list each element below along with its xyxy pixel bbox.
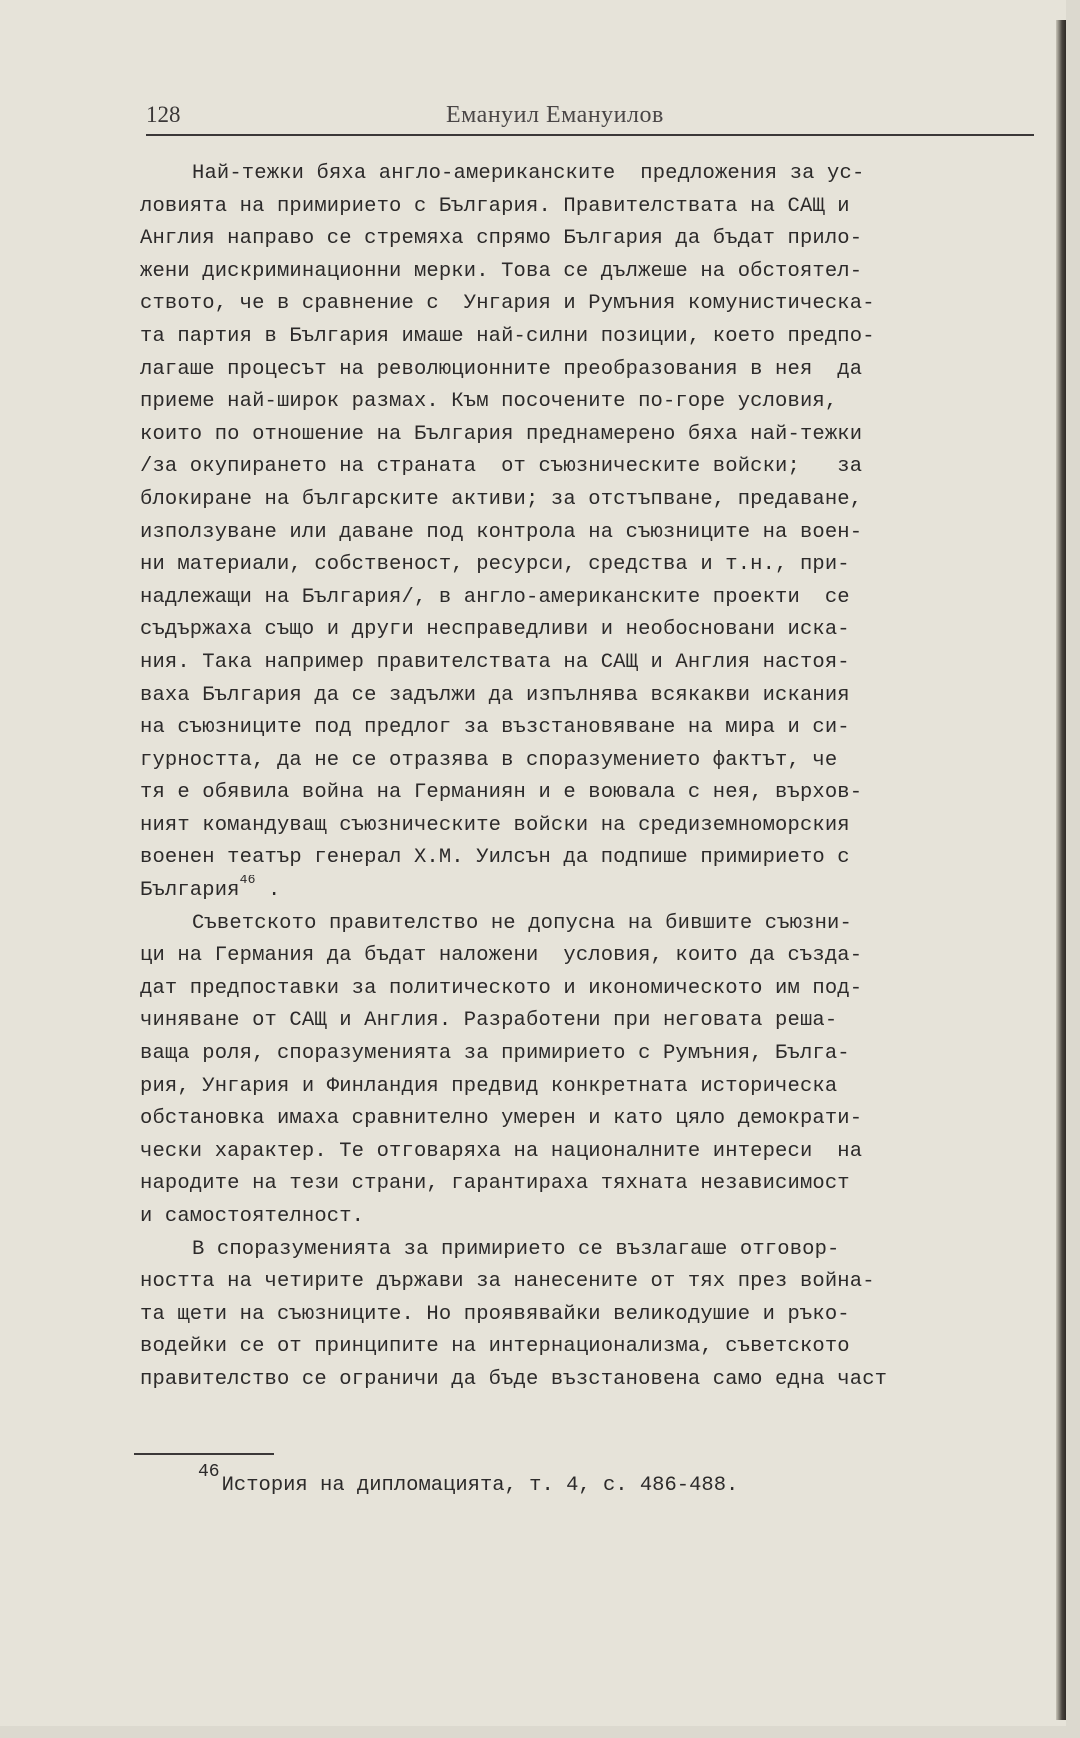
text-line: ваха България да се задължи да изпълнява всякакви искания bbox=[140, 683, 850, 707]
text-line: ци на Германия да бъдат наложени условия, които да създа- bbox=[140, 944, 863, 968]
text-line: тя е обявила война на Германиян и е воювала с нея, върхов- bbox=[140, 781, 863, 805]
text-line: дат предпоставки за политическото и икономическото им под- bbox=[140, 976, 863, 1000]
text-line: чиняване от САЩ и Англия. Разработени при неговата реша- bbox=[140, 1009, 838, 1033]
text-line: на съюзниците под предлог за възстановяване на мира и си- bbox=[140, 716, 850, 740]
text-line: които по отношение на България преднамерено бяха най-тежки bbox=[140, 422, 863, 446]
text-line: ни материали, собственост, ресурси, средства и т.н., при- bbox=[140, 553, 850, 577]
text-line-with-footnote bbox=[140, 875, 1040, 908]
text-line: Най-тежки бяха англо-американските предложения за ус- bbox=[192, 162, 865, 185]
page-number: 128 bbox=[146, 102, 181, 127]
page-header bbox=[146, 98, 1034, 136]
footnote bbox=[198, 1462, 739, 1502]
text-line: ловията на примирието с България. Правителствата на САЩ и bbox=[140, 194, 850, 218]
text-line: лагаше процесът на революционните преобразования в нея да bbox=[140, 357, 863, 381]
text-line: В споразуменията за примирието се възлагаше отговор- bbox=[192, 1237, 840, 1261]
text-line: рия, Унгария и Финландия предвид конкретната историческа bbox=[140, 1074, 838, 1098]
text-line: приеме най-широк размах. Към посочените по-горе условия, bbox=[140, 390, 838, 414]
text-line: водейки се от принципите на интернационализма, съветското bbox=[140, 1335, 850, 1359]
text-line: жени дискриминационни мерки. Това се дължеше на обстоятел- bbox=[140, 259, 863, 283]
text-line: Англия направо се стремяха спрямо България да бъдат прило- bbox=[140, 227, 863, 251]
text-line: та партия в България имаше най-силни позиции, което предпо- bbox=[140, 324, 875, 348]
footnote-reference[interactable]: 46 bbox=[239, 875, 256, 888]
text-fragment: България bbox=[140, 879, 240, 903]
footnote-number: 46 bbox=[198, 1462, 220, 1482]
text-line: ния. Така например правителствата на САЩ и Англия настоя- bbox=[140, 650, 850, 674]
text-line: и самостоятелност. bbox=[140, 1205, 365, 1228]
footnote-separator bbox=[134, 1453, 274, 1455]
text-line: ваща роля, споразуменията за примирието с Румъния, Бълга- bbox=[140, 1042, 850, 1066]
text-line: /за окупирането на страната от съюзническите войски; за bbox=[140, 455, 863, 479]
text-line: народите на тези страни, гарантираха тяхната независимост bbox=[140, 1172, 850, 1196]
text-line: ството, че в сравнение с Унгария и Румъния комунистическа- bbox=[140, 292, 875, 316]
text-fragment: . bbox=[255, 879, 281, 903]
body-text bbox=[140, 158, 1040, 1397]
text-line: надлежащи на България/, в англо-американските проекти се bbox=[140, 585, 850, 609]
running-head: Емануил Емануилов bbox=[446, 102, 664, 128]
page-edge-shadow bbox=[1056, 20, 1066, 1720]
text-line: съдържаха също и други несправедливи и необосновани иска- bbox=[140, 618, 850, 642]
text-line: правителство се ограничи да бъде възстановена само една част bbox=[140, 1367, 888, 1391]
footnote-text: История на дипломацията, т. 4, с. 486-488. bbox=[221, 1474, 739, 1497]
text-line: обстановка имаха сравнително умерен и като цяло демократи- bbox=[140, 1107, 863, 1131]
text-line: ността на четирите държави за нанесените от тях през война- bbox=[140, 1270, 875, 1294]
text-line: Съветското правителство не допусна на бившите съюзни- bbox=[192, 911, 852, 935]
text-line: използуване или даване под контрола на съюзниците на воен- bbox=[140, 520, 863, 544]
text-line: ният командуващ съюзническите войски на средиземноморския bbox=[140, 813, 850, 837]
text-line: чески характер. Те отговаряха на националните интереси на bbox=[140, 1139, 863, 1163]
text-line: блокиране на българските активи; за отстъпване, предаване, bbox=[140, 487, 863, 511]
text-line: гурността, да не се отразява в споразумението фактът, че bbox=[140, 748, 838, 772]
text-line: та щети на съюзниците. Но проявявайки великодушие и ръко- bbox=[140, 1302, 850, 1326]
text-line: военен театър генерал Х.М. Уилсън да подпише примирието с bbox=[140, 846, 850, 870]
